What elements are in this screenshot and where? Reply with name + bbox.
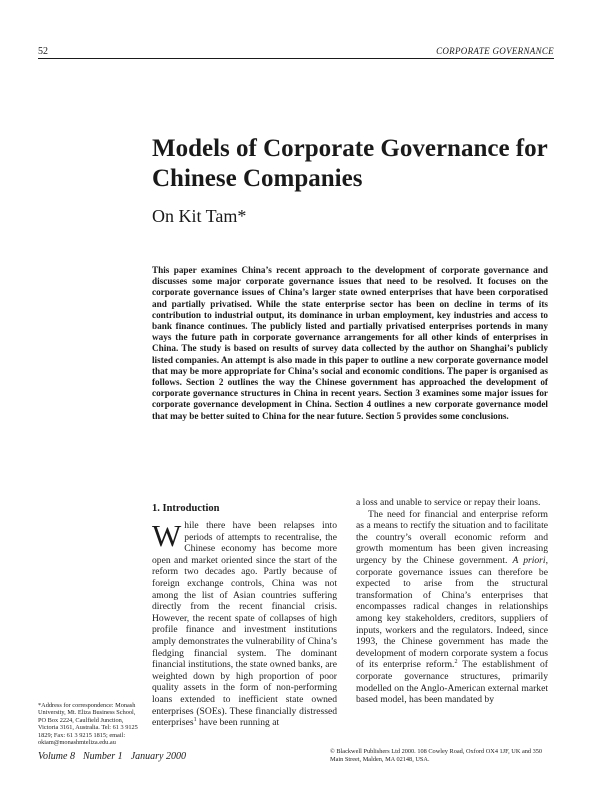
footer-date: January 2000: [130, 751, 186, 762]
header-rule: [38, 58, 554, 59]
article-author: On Kit Tam*: [152, 206, 247, 226]
body-column-right: [356, 497, 548, 706]
page-number: 52: [38, 46, 48, 57]
abstract: This paper examines China’s recent approach to the development of corporate governance and discusses some major corporate governance issues that need to be resolved. It focuses on the corporate governance issues of China’s larger state owned enterprises that have been corporatised and partially privatised. While the state enterprise sector has been on decline in terms of its contribution to industrial output, its dominance in urban employment, key industries and access to bank finance continues. The publicly listed and partially privatised enterprises portends in many ways the future path in corporate governance arrangements for all other kinds of enterprises in China. The study is based on results of survey data collected by the author on Shanghai’s publicly listed companies. An attempt is also made in this paper to outline a new corporate governance model that may be more appropriate for China’s social and economic conditions. The paper is organised as follows. Section 2 outlines the way the Chinese government has approached the development of corporate governance structures in China in recent years. Section 3 examines some major issues for corporate governance development in China. Section 4 outlines a new corporate governance model that may be better suited to China for the near future. Section 5 provides some conclusions.: [152, 265, 548, 421]
body-column-left: [152, 520, 337, 729]
col1-tail: have been running at: [196, 717, 280, 729]
col2-p2-c: The establishment of corporate governance structures, primarily modelled on the Anglo-American external market based model, has been mandated by: [356, 659, 549, 706]
correspondence-footnote: *Address for correspondence: Monash University, Mt. Eliza Business School, PO Box 2224, Caulfield Junction, Victoria 3161, Australia. Tel: 61 3 9125 1829; Fax: 61 3 9215 1815; email: okiam@monashmteliza.edu.au: [38, 702, 138, 747]
col2-paragraph-1: a loss and unable to service or repay their loans.: [356, 497, 541, 508]
col2-p2-a: The need for financial and enterprise reform as a means to rectify the situation and to facilitate the country’s overall economic reform and growth momentum has been given increasing urgency by the Chinese government.: [356, 508, 548, 566]
col2-paragraph-2: [356, 509, 548, 706]
footer-volume: Volume 8: [38, 751, 75, 762]
drop-cap: W: [152, 518, 182, 553]
col2-p2-b: , corporate governance issues can therefore be expected to arise from the structural transformation of China’s enterprises that encompasses radical changes in relationships among key stakeholders, creditors, suppliers of inputs, workers and the regulators. Indeed, since 1993, the Chinese government has made the development of modern corporate system a focus of its enterprise reform.: [356, 554, 548, 671]
footnote-ref-1: 1: [193, 716, 197, 723]
running-header: CORPORATE GOVERNANCE: [436, 46, 554, 56]
footer-volume-info: [38, 751, 194, 762]
article-title: Models of Corporate Governance for Chinese Companies: [152, 135, 548, 192]
footer-copyright: © Blackwell Publishers Ltd 2000. 108 Cowley Road, Oxford OX4 1JF, UK and 350 Main Street, Malden, MA 02148, USA.: [330, 748, 543, 763]
footer-number: Number 1: [82, 751, 123, 762]
footnote-ref-2: 2: [454, 659, 458, 666]
col1-text: hile there have been relapses into periods of attempts to recentralise, the Chinese economy has become more open and market oriented since the start of the reform two decades ago. Partly because of foreign exchange controls, China was not among the list of Asian countries suffering directly from the recent financial crisis. However, the recent spate of collapses of high profile finance and investment institutions amply demonstrates the vulnerability of China’s fledging financial system. The dominant financial institutions, the state owned banks, are weighted down by high proportion of poor quality assets in the form of non-performing loans extended to inefficient state owned enterprises (SOEs). These financially distressed enterprises: [152, 520, 337, 729]
section-heading-introduction: 1. Introduction: [152, 503, 220, 514]
col2-p2-italic: A priori: [512, 554, 546, 566]
